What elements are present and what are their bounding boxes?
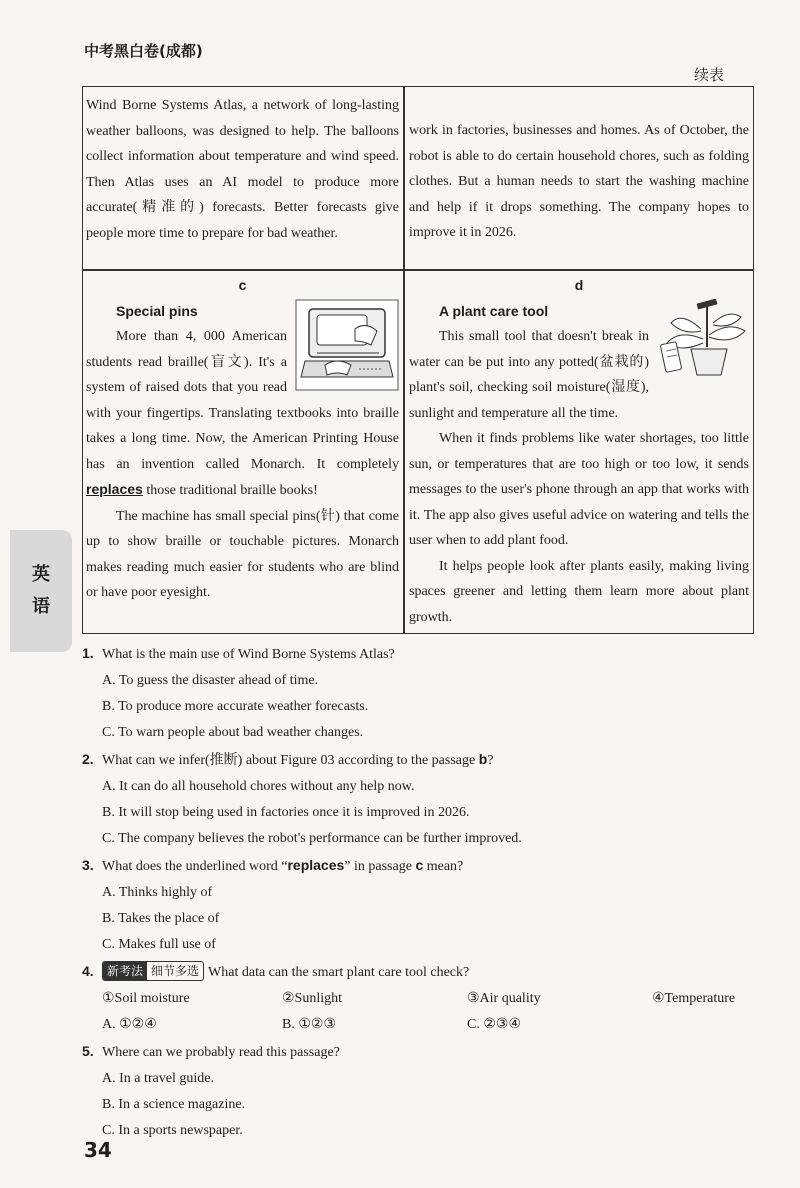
choice-item: ①Soil moisture: [102, 991, 190, 1006]
side-tab-char-2: 语: [32, 596, 50, 617]
option[interactable]: C. To warn people about bad weather changes.: [102, 725, 364, 740]
subject-side-tab: [10, 530, 72, 652]
option[interactable]: C. Makes full use of: [102, 937, 216, 952]
option[interactable]: B. It will stop being used in factories once it is improved in 2026.: [102, 805, 470, 820]
question-number: 2.: [82, 751, 94, 767]
question-1: [82, 640, 762, 746]
option[interactable]: C. In a sports newspaper.: [102, 1123, 243, 1138]
question-text: Where can we probably read this passage?: [102, 1045, 340, 1060]
passage-a-cell: [83, 93, 403, 246]
question-3: [82, 852, 762, 958]
question-text-bold: b: [478, 751, 488, 767]
book-title: 中考黑白卷(成都): [84, 42, 203, 60]
option[interactable]: B. Takes the place of: [102, 911, 220, 926]
choice-item: ④Temperature: [652, 991, 736, 1006]
option[interactable]: A. Thinks highly of: [102, 885, 213, 900]
choice-item: ③Air quality: [467, 991, 541, 1006]
passage-b-cell: [405, 118, 755, 246]
passage-d-title: A plant care tool: [439, 302, 549, 319]
question-text: What does the underlined word “: [102, 859, 288, 874]
option[interactable]: C. ②③④: [467, 1017, 521, 1032]
braille-machine-illustration: [295, 299, 399, 391]
question-5: [82, 1038, 762, 1144]
question-4: [82, 958, 762, 1038]
passage-c-cell: [83, 273, 403, 606]
choice-items-row: [82, 986, 762, 1012]
question-text: What can we infer(推断) about Figure 03 according to the passage: [102, 753, 479, 768]
question-number: 4.: [82, 963, 94, 979]
page-number: 34: [84, 1138, 112, 1162]
question-text-end: ?: [487, 753, 494, 768]
question-2: [82, 746, 762, 852]
new-exam-tag: 新考法: [103, 962, 147, 980]
option[interactable]: B. To produce more accurate weather forecasts.: [102, 699, 369, 714]
question-number: 3.: [82, 857, 94, 873]
question-text: What is the main use of Wind Borne Systems Atlas?: [102, 647, 395, 662]
passage-d-cell: [405, 273, 755, 630]
passage-a-text: Wind Borne Systems Atlas, a network of long-lasting weather balloons, was designed to help. The balloons collect information about temperature and wind speed. Then Atlas uses an AI model to produce more accurate(精准的) forecasts. Better forecasts give people more time to prepare for bad weather.: [86, 98, 399, 241]
option[interactable]: C. The company believes the robot's performance can be further improved.: [102, 831, 522, 846]
passage-c-p1-start: More than 4, 000 American students read braille(盲文). It's a system of raised dots that you read with your fingertips. Translating textbooks into braille takes a long time. Now, the American Printing House has an invention called Monarch. It completely: [86, 329, 399, 472]
questions-section: [82, 640, 762, 1144]
question-text-bold-2: c: [415, 857, 424, 873]
question-number: 1.: [82, 645, 94, 661]
replaces-word: replaces: [86, 481, 143, 497]
question-text-mid: ” in passage: [344, 859, 416, 874]
passage-d-paragraph-1: This small tool that doesn't break in water can be put into any potted(盆栽的) plant's soil, checking soil moisture(湿度), sunlight and temperature all the time.: [409, 329, 649, 421]
option[interactable]: B. ①②③: [282, 1017, 336, 1032]
passage-d-paragraph-2: When it finds problems like water shortages, too little sun, or temperatures that are too high or too low, it sends messages to the user's phone through an app that works with it. The app also gives useful advice on watering and tells the user when to add plant food.: [409, 431, 749, 548]
question-text-bold: replaces: [287, 857, 345, 873]
passage-c-p1-end: those traditional braille books!: [142, 483, 318, 498]
passage-d-letter: d: [574, 277, 584, 293]
passage-b-text: work in factories, businesses and homes. As of October, the robot is able to do certain household chores, such as folding clothes. But a human needs to start the washing machine and help if it drops something. The company hopes to improve it in 2026.: [409, 123, 749, 240]
option[interactable]: A. ①②④: [102, 1017, 157, 1032]
plant-care-tool-illustration: [657, 299, 749, 377]
question-text: What data can the smart plant care tool check?: [208, 965, 470, 980]
passage-table: [82, 86, 754, 634]
option[interactable]: B. In a science magazine.: [102, 1097, 246, 1112]
passage-d-paragraph-3: It helps people look after plants easily, making living spaces greener and letting them learn more about plant growth.: [409, 558, 749, 625]
passage-c-letter: c: [238, 277, 247, 293]
question-number: 5.: [82, 1043, 94, 1059]
option[interactable]: A. To guess the disaster ahead of time.: [102, 673, 319, 688]
passage-c-paragraph-2: The machine has small special pins(针) that come up to show braille or touchable pictures. Monarch makes reading much easier for students who are blind or have poor eyesight.: [86, 508, 399, 600]
options-row: [82, 1012, 762, 1038]
question-text-end: mean?: [423, 859, 464, 874]
table-divider-horizontal: [83, 269, 753, 271]
multi-select-tag: 细节多选: [151, 964, 200, 978]
choice-item: ②Sunlight: [282, 991, 343, 1006]
continued-label: 续表: [693, 66, 724, 84]
side-tab-char-1: 英: [32, 564, 50, 585]
option[interactable]: A. In a travel guide.: [102, 1071, 214, 1086]
option[interactable]: A. It can do all household chores without any help now.: [102, 779, 415, 794]
question-type-tag: [102, 961, 204, 981]
passage-c-title: Special pins: [116, 302, 198, 319]
